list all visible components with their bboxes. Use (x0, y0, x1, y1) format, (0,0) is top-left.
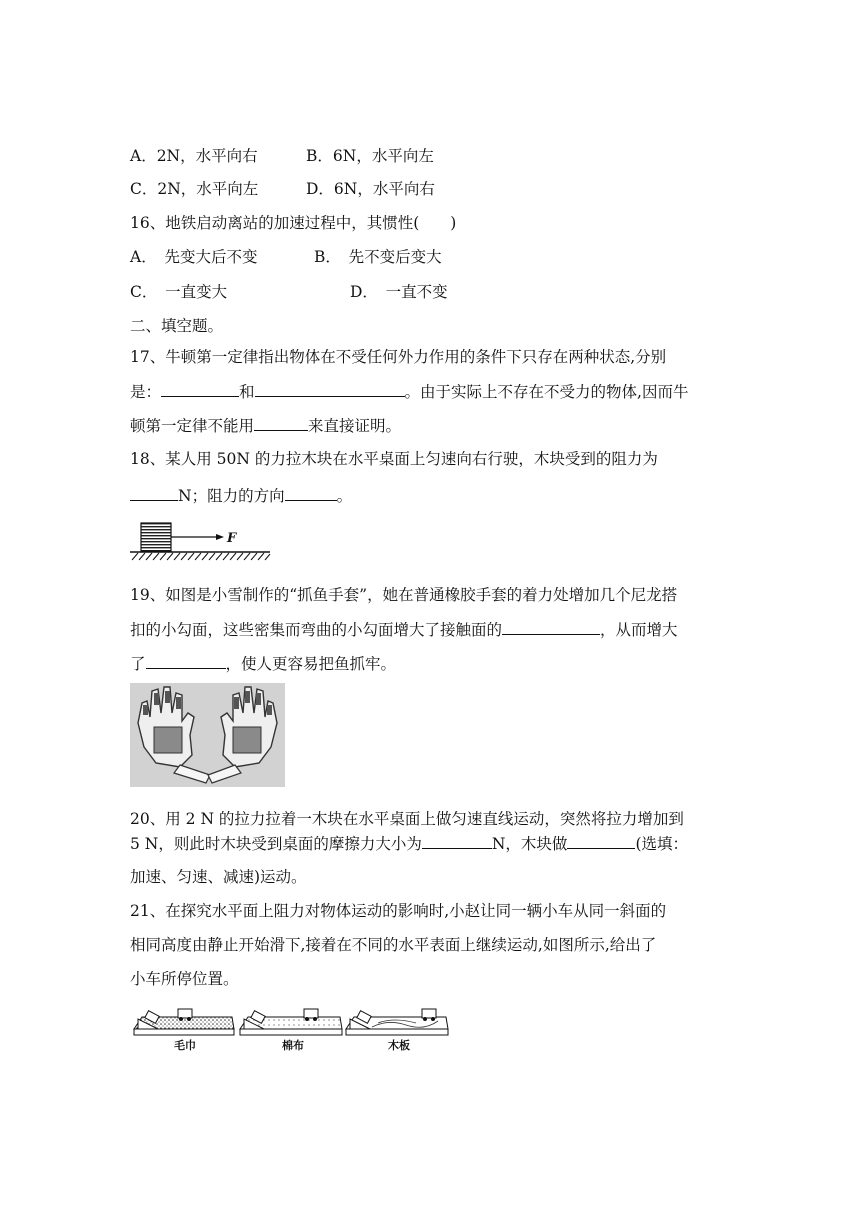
q16-stem: 16、地铁启动离站的加速过程中，其惯性( ) (130, 214, 457, 232)
q17-line-1: 17、牛顿第一定律指出物体在不受任何外力作用的条件下只存在两种状态,分别 (130, 348, 667, 366)
q15-options-row-1 (130, 145, 434, 167)
q18-text: 。 (336, 487, 353, 505)
q17-blank-1[interactable] (161, 380, 239, 397)
q15-option-d: D．6N，水平向右 (306, 180, 435, 198)
wooden-block (141, 523, 171, 551)
q19-line-3 (130, 652, 396, 675)
q19-line-1: 19、如图是小雪制作的“抓鱼手套”，她在普通橡胶手套的着力处增加几个尼龙搭 (130, 586, 678, 604)
q17-text: 和 (239, 383, 255, 401)
q19-text: ，从而增大 (600, 621, 678, 639)
q19-text: 扣的小勾面，这些密集而弯曲的小勾面增大了接触面的 (130, 621, 503, 639)
q19-blank-1[interactable] (502, 618, 600, 635)
q18-line-2 (130, 484, 352, 507)
q17-text: 顿第一定律不能用 (130, 417, 255, 435)
arrow-head-icon (216, 534, 224, 540)
q18-blank-2[interactable] (285, 484, 337, 501)
q17-blank-3[interactable] (254, 414, 308, 431)
q18-blank-1[interactable] (130, 484, 178, 501)
q15-options-row-2 (130, 178, 435, 200)
q16-option-b: B． 先不变后变大 (314, 248, 442, 266)
q15-option-a: A．2N，水平向右 (130, 147, 258, 165)
fishing-glove-photo (130, 683, 285, 787)
q16-options-row-1 (130, 246, 442, 268)
q16-options-row-2 (130, 281, 448, 303)
q19-text: 了 (130, 655, 146, 673)
q21-line-1: 21、在探究水平面上阻力对物体运动的影响时,小赵让同一辆小车从同一斜面的 (130, 902, 667, 920)
section-heading: 二、填空题。 (130, 317, 224, 335)
block-force-figure (128, 520, 274, 562)
q19-blank-2[interactable] (146, 652, 226, 669)
q17-text: 来直接证明。 (308, 417, 402, 435)
q20-text: (选填： (635, 835, 688, 853)
q16-option-c: C． 一直变大 (130, 283, 228, 301)
q17-line-2 (130, 380, 688, 403)
q20-line-1: 20、用 2 N 的拉力拉着一木块在水平桌面上做匀速直线运动，突然将拉力增加到 (130, 810, 684, 828)
q20-text: N，木块做 (491, 835, 568, 853)
q18-text: N；阻力的方向 (178, 487, 285, 505)
q17-text: 。由于实际上不存在不受力的物体,因而牛 (404, 383, 689, 401)
q20-line-2 (130, 832, 688, 855)
q16-option-a: A． 先变大后不变 (130, 248, 258, 266)
q19-line-2 (130, 618, 678, 641)
cotton-panel (240, 1009, 342, 1035)
force-label: F (227, 531, 237, 546)
towel-panel (134, 1009, 234, 1035)
q19-text: ，使人更容易把鱼抓牢。 (225, 655, 397, 673)
q17-blank-2[interactable] (255, 380, 405, 397)
surfaces-experiment-figure (132, 1003, 450, 1055)
q20-text: 5 N，则此时木块受到桌面的摩擦力大小为 (130, 835, 422, 853)
q20-blank-1[interactable] (422, 832, 492, 849)
ground-hatching (132, 553, 270, 560)
q21-line-2: 相同高度由静止开始滑下,接着在不同的水平表面上继续运动,如图所示,给出了 (130, 936, 657, 954)
q16-option-d: D． 一直不变 (350, 283, 448, 301)
wood-board-label: 木板 (388, 1039, 410, 1052)
q15-option-b: B．6N，水平向左 (306, 147, 434, 165)
q20-line-3: 加速、匀速、减速)运动。 (130, 868, 307, 886)
wood-board-panel (346, 1009, 448, 1035)
q17-line-3 (130, 414, 401, 437)
q20-blank-2[interactable] (567, 832, 635, 849)
q21-line-3: 小车所停位置。 (130, 970, 239, 988)
q18-line-1: 18、某人用 50N 的力拉木块在水平桌面上匀速向右行驶，木块受到的阻力为 (130, 450, 658, 468)
q17-text: 是： (130, 383, 162, 401)
q15-option-c: C．2N，水平向左 (130, 180, 259, 198)
cotton-label: 棉布 (282, 1039, 304, 1052)
towel-label: 毛巾 (174, 1039, 196, 1052)
